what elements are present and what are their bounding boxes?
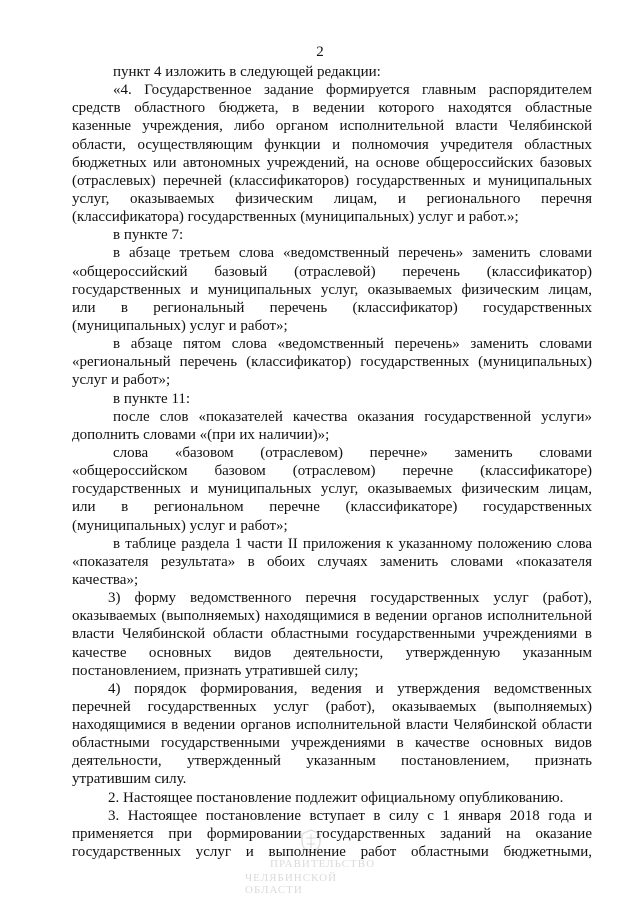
coat-of-arms-icon (298, 828, 324, 854)
text-line: или в региональном перечне (классификаторе) государственных (72, 499, 592, 516)
text-line: «региональный перечень (классификатор) государственных (муниципальных) (72, 354, 592, 371)
text-line: бюджетных или автономных учреждений, на основе общероссийских базовых (72, 154, 592, 171)
text-line: 3) форму ведомственного перечня государственных услуг (работ), (108, 590, 592, 607)
document-body (72, 63, 592, 861)
text-line: или в региональный перечень (классификатор) государственных (72, 299, 592, 316)
text-line: (муниципальных) услуг и работ»; (72, 517, 288, 534)
text-line: дополнить словами «(при их наличии)»; (72, 426, 330, 443)
text-line: областными государственными учреждениями в качестве основных видов (72, 735, 592, 752)
text-line: услуг, оказываемых физическим лицам, и регионального перечня (72, 190, 592, 207)
text-line: казенные учреждения, либо органом исполнительной власти Челябинской (72, 118, 592, 135)
text-line: «показателя результата» в обоих случаях заменить словами «показателя (72, 553, 592, 570)
text-line: в таблице раздела 1 части II приложения к указанному положению слова (113, 535, 592, 552)
text-line: 4) порядок формирования, ведения и утверждения ведомственных (108, 680, 592, 697)
text-line: 3. Настоящее постановление вступает в силу с 1 января 2018 года и (108, 807, 592, 824)
text-line: государственных и муниципальных услуг, оказываемых физическим лицам, (72, 481, 592, 498)
text-line: 2. Настоящее постановление подлежит официальному опубликованию. (108, 789, 564, 806)
text-line: (муниципальных) услуг и работ»; (72, 317, 288, 334)
text-line: качестве основных видов деятельности, утвержденную указанным (72, 644, 592, 661)
text-line: государственных и муниципальных услуг, оказываемых физическим лицам, (72, 281, 592, 298)
text-line: (отраслевых) перечней (классификаторов) государственных и муниципальных (72, 172, 592, 189)
text-line: после слов «показателей качества оказания государственной услуги» (113, 408, 592, 425)
text-line: деятельности, утвержденный указанным постановлением, признать (72, 753, 592, 770)
stamp-text-line: ЧЕЛЯБИНСКОЙ ОБЛАСТИ (245, 872, 338, 896)
text-line: власти Челябинской области областными государственными учреждениями в (72, 626, 592, 643)
official-stamp (240, 826, 390, 896)
text-line: «общероссийском базовом (отраслевом) перечне (классификаторе) (72, 463, 592, 480)
page-number: 2 (316, 44, 324, 60)
text-line: в пункте 11: (113, 390, 191, 407)
text-line: «общероссийский базовый (отраслевой) перечень (классификатор) (72, 263, 592, 280)
text-line: услуг и работ»; (72, 372, 171, 389)
text-line: в пункте 7: (113, 227, 184, 244)
text-line: оказываемых (выполняемых) находящимися в ведении органов исполнительной (72, 608, 592, 625)
text-line: перечней государственных услуг (работ), оказываемых (выполняемых) (72, 698, 592, 715)
text-line: слова «базовом (отраслевом) перечне» заменить словами (113, 444, 592, 461)
text-line: государственных услуг и выполнение работ областными бюджетными, (72, 844, 592, 861)
stamp-text-line: ПРАВИТЕЛЬСТВО (270, 858, 376, 870)
text-line: области, осуществляющим функции и полномочия учредителя областных (72, 136, 592, 153)
text-line: в абзаце пятом слова «ведомственный перечень» заменить словами (113, 336, 592, 353)
text-line: находящимися в ведении органов исполнительной власти Челябинской области (72, 717, 592, 734)
text-line: средств областного бюджета, в ведении которого находятся областные (72, 100, 592, 117)
text-line: постановлением, признать утратившей силу; (72, 662, 359, 679)
text-line: в абзаце третьем слова «ведомственный перечень» заменить словами (113, 245, 592, 262)
text-line: качества»; (72, 571, 139, 588)
text-line: утратившим силу. (72, 771, 187, 788)
text-line: применяется при формировании государственных заданий на оказание (72, 825, 592, 842)
text-line: (классификатора) государственных (муниципальных) услуг и работ.»; (72, 209, 519, 226)
text-line: пункт 4 изложить в следующей редакции: (113, 64, 381, 80)
text-line: «4. Государственное задание формируется главным распорядителем (113, 82, 592, 99)
